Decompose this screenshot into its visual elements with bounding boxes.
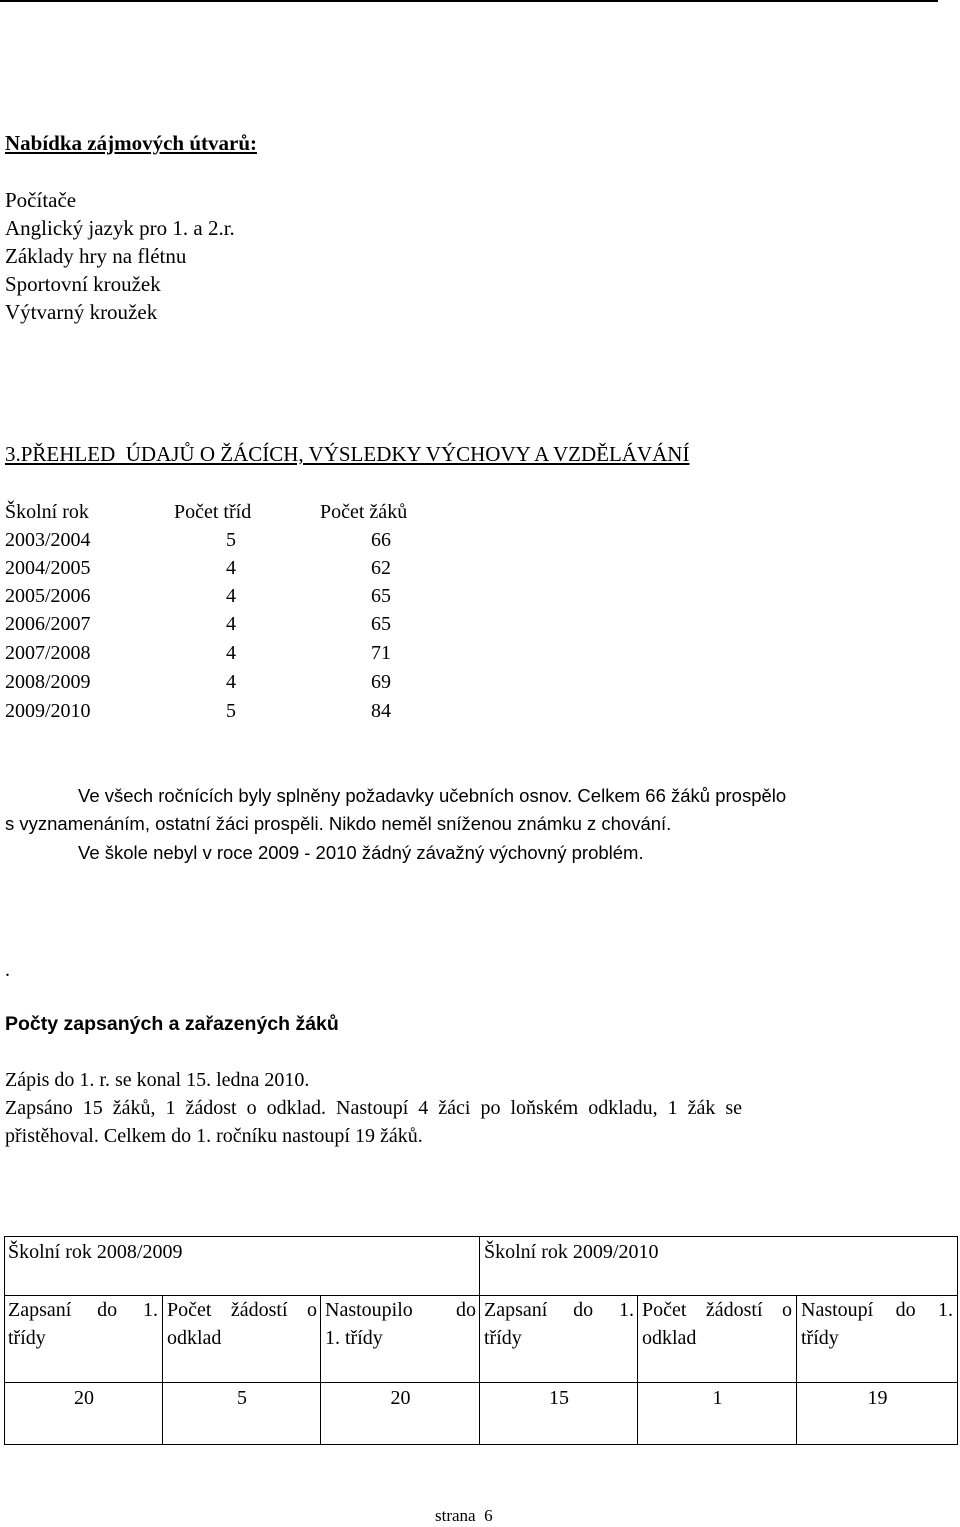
table-border	[320, 1295, 321, 1445]
table-col-header: Nastoupilo do 1. třídy	[325, 1299, 476, 1349]
stats-students: 66	[371, 529, 391, 551]
stats-classes: 4	[226, 585, 236, 607]
stats-classes: 4	[226, 642, 236, 664]
enrollment-line: Zapsáno 15 žáků, 1 žádost o odklad. Nastoupí 4 žáci po loňském odkladu, 1 žák se	[5, 1097, 743, 1119]
enrollment-heading: Počty zapsaných a zařazených žáků	[5, 1013, 339, 1035]
table-col-header: Nastoupí do 1. třídy	[801, 1299, 953, 1349]
stats-classes: 4	[226, 557, 236, 579]
table-border	[796, 1295, 797, 1445]
stats-students: 84	[371, 700, 391, 722]
stats-students: 65	[371, 585, 391, 607]
table-year-header: Školní rok 2009/2010	[484, 1241, 659, 1263]
stats-header-classes: Počet tříd	[174, 501, 252, 523]
interests-heading: Nabídka zájmových útvarů:	[5, 131, 258, 155]
table-value: 15	[549, 1387, 569, 1409]
table-year-header: Školní rok 2008/2009	[8, 1241, 183, 1263]
table-value: 19	[867, 1387, 888, 1409]
stats-row	[5, 612, 435, 640]
table-border	[479, 1236, 480, 1445]
table-value: 20	[390, 1387, 411, 1409]
interest-item: Základy hry na flétnu	[5, 244, 187, 268]
table-value: 5	[237, 1387, 247, 1409]
stats-row	[5, 699, 435, 727]
stats-classes: 4	[226, 613, 236, 635]
table-border	[162, 1295, 163, 1445]
stats-year: 2004/2005	[5, 557, 91, 579]
table-border	[957, 1236, 958, 1445]
stats-students: 62	[371, 557, 391, 579]
stats-row	[5, 528, 435, 556]
stats-classes: 5	[226, 529, 236, 551]
dot-text: .	[5, 959, 10, 981]
stats-students: 71	[371, 642, 391, 664]
stats-students: 65	[371, 613, 391, 635]
stats-header-year: Školní rok	[5, 501, 89, 523]
interest-item: Počítače	[5, 188, 77, 212]
stats-year: 2008/2009	[5, 671, 91, 693]
table-border	[4, 1236, 5, 1445]
interest-item: Výtvarný kroužek	[5, 300, 158, 324]
table-col-header: Počet žádostí o odklad	[642, 1299, 792, 1349]
stats-header-students: Počet žáků	[320, 501, 408, 523]
stats-year: 2003/2004	[5, 529, 91, 551]
table-value: 1	[712, 1387, 723, 1409]
table-border	[637, 1295, 638, 1445]
stats-year: 2007/2008	[5, 642, 91, 664]
results-line: Ve škole nebyl v roce 2009 - 2010 žádný závažný výchovný problém.	[78, 842, 644, 863]
results-line: s vyznamenáním, ostatní žáci prospěli. Nikdo neměl sníženou známku z chování.	[5, 813, 672, 834]
stats-row	[5, 556, 435, 584]
table-col-header: Počet žádostí o odklad	[167, 1299, 317, 1349]
interest-item: Anglický jazyk pro 1. a 2.r.	[5, 216, 235, 240]
table-border	[4, 1444, 958, 1445]
enrollment-line: Zápis do 1. r. se konal 15. ledna 2010.	[5, 1069, 310, 1091]
table-col-header: Zapsaní do 1. třídy	[484, 1299, 634, 1349]
table-border	[4, 1382, 958, 1383]
stats-classes: 4	[226, 671, 236, 693]
table-col-header: Zapsaní do 1. třídy	[8, 1299, 158, 1349]
stats-row	[5, 641, 435, 669]
enrollment-line: přistěhoval. Celkem do 1. ročníku nastoupí 19 žáků.	[5, 1125, 423, 1147]
stats-year: 2005/2006	[5, 585, 91, 607]
results-line: Ve všech ročnících byly splněny požadavky učebních osnov. Celkem 66 žáků prospělo	[78, 785, 787, 806]
table-value: 20	[74, 1387, 94, 1409]
stats-year: 2006/2007	[5, 613, 91, 635]
stats-header-row	[5, 500, 435, 528]
stats-year: 2009/2010	[5, 700, 91, 722]
interest-item: Sportovní kroužek	[5, 272, 161, 296]
stats-row	[5, 584, 435, 612]
page-number: strana 6	[435, 1506, 493, 1525]
top-rule	[0, 0, 938, 2]
section3-heading: 3.PŘEHLED ÚDAJŮ O ŽÁCÍCH, VÝSLEDKY VÝCHOVY A VZDĚLÁVÁNÍ	[5, 442, 690, 466]
stats-students: 69	[371, 671, 391, 693]
table-border	[4, 1236, 958, 1237]
stats-classes: 5	[226, 700, 236, 722]
stats-row	[5, 670, 435, 698]
